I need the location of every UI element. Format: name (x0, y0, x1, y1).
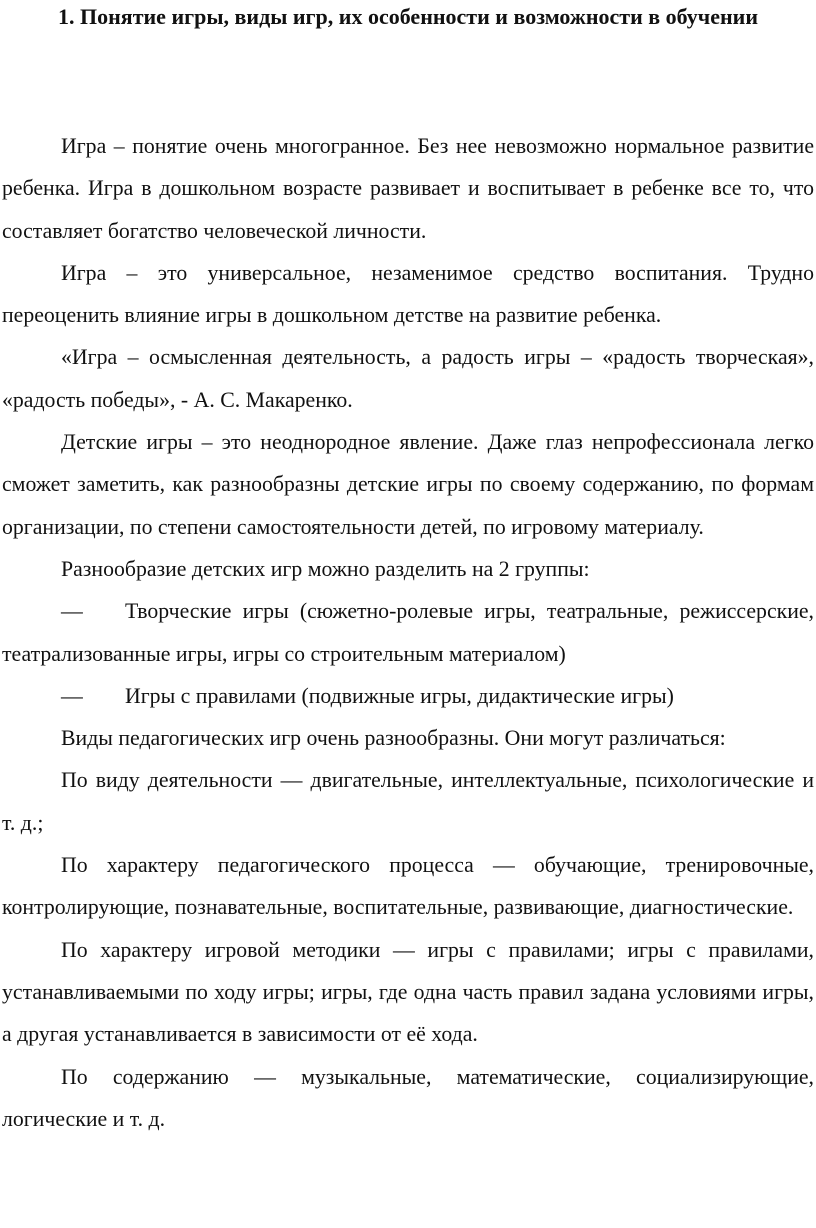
paragraph-by-activity: По виду деятельности — двигательные, интеллектуальные, психологические и т. д.; (2, 768, 814, 835)
list-item-rule-games (2, 675, 814, 717)
list-item-text: Творческие игры (сюжетно-ролевые игры, театральные, режиссерские, театрализованные игры, игры со строительным материалом) (2, 599, 814, 666)
page-title: 1. Понятие игры, виды игр, их особенности и возможности в обучении (58, 4, 758, 29)
paragraph-by-method: По характеру игровой методики — игры с правилами; игры с правилами, устанавливаемыми по ходу игры; игры, где одна часть правил задана условиями игры, а другая устанавливается в зависимости от её хода. (2, 937, 814, 1047)
paragraph-makarenko-quote: «Игра – осмысленная деятельность, а радость игры – «радость творческая», «радость победы», - А. С. Макаренко. (2, 345, 814, 412)
list-item-text: Игры с правилами (подвижные игры, дидактические игры) (125, 683, 674, 708)
paragraph-game-universal: Игра – это универсальное, незаменимое средство воспитания. Трудно переоценить влияние игры в дошкольном детстве на развитие ребенка. (2, 260, 814, 328)
paragraph-by-content: По содержанию — музыкальные, математические, социализирующие, логические и т. д. (2, 1064, 814, 1131)
dash-marker: — (61, 683, 83, 708)
paragraph-game-definition: Игра – понятие очень многогранное. Без нее невозможно нормальное развитие ребенка. Игра в дошкольном возрасте развивает и воспитывает в ребенке все то, что составляет богатство человеческой личности. (2, 134, 814, 243)
paragraph-groups-intro: Разнообразие детских игр можно разделить на 2 группы: (61, 556, 590, 581)
paragraph-kinds-intro: Виды педагогических игр очень разнообразны. Они могут различаться: (61, 726, 726, 751)
dash-marker: — (61, 599, 83, 624)
list-item-creative-games (2, 590, 814, 675)
document-body (2, 125, 814, 1140)
paragraph-by-process: По характеру педагогического процесса — обучающие, тренировочные, контролирующие, познавательные, воспитательные, развивающие, диагностические. (2, 853, 814, 920)
paragraph-children-games: Детские игры – это неоднородное явление. Даже глаз непрофессионала легко сможет заметить, как разнообразны детские игры по своему содержанию, по формам организации, по степени самостоятельности детей, по игровому материалу. (2, 430, 814, 539)
